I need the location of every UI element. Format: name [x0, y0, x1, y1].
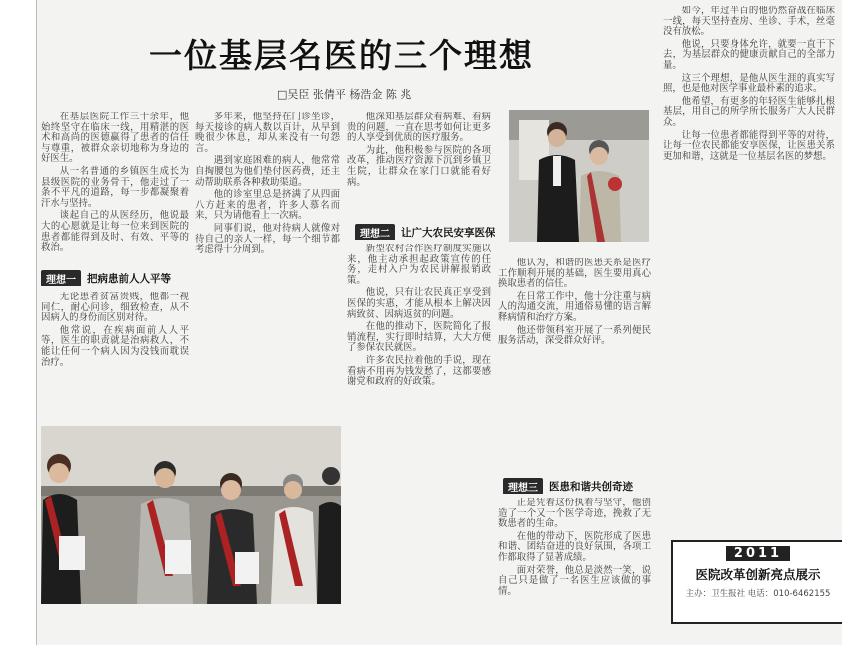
- section-3-heading: [503, 478, 653, 494]
- paragraph: 同事们说，他对待病人就像对待自己的亲人一样，每一个细节都考虑得十分周到。: [195, 222, 340, 256]
- paragraph: 这三个理想，是他从医生涯的真实写照，也是他对医学事业最朴素的追求。: [663, 72, 835, 95]
- paragraph: 他认为，和谐的医患关系是医疗工作顺利开展的基础，医生要用真心换取患者的信任。: [498, 258, 651, 290]
- ad-box: [671, 540, 842, 624]
- section-1-heading: [41, 270, 191, 286]
- section-1-tag: 理想一: [41, 270, 81, 286]
- section-2-tag: 理想二: [355, 224, 395, 240]
- newspaper-page: [36, 0, 842, 645]
- paragraph: 他说，只要身体允许，就要一直干下去，为基层群众的健康贡献自己的全部力量。: [663, 38, 835, 71]
- paragraph: 为此，他积极参与医院的各项改革，推动医疗资源下沉到乡镇卫生院，让群众在家门口就能看好病。: [347, 144, 491, 188]
- paragraph: 正是凭着这份执着与坚守，他创造了一个又一个医学奇迹，挽救了无数患者的生命。: [498, 498, 651, 530]
- paragraph: 在他的推动下，医院简化了报销流程，实行即时结算，大大方便了参保农民就医。: [347, 321, 491, 354]
- paragraph: 多年来，他坚持在门诊坐诊，每天接诊的病人数以百计，从早到晚很少休息，却从来没有一句怨言。: [195, 112, 340, 154]
- paragraph: 他希望，有更多的年轻医生能够扎根基层，用自己的所学所长服务广大人民群众。: [663, 95, 835, 128]
- column-3-top: [347, 112, 491, 218]
- photo-award-group: [41, 426, 341, 604]
- paragraph: 面对荣誉，他总是淡然一笑，说自己只是做了一名医生应该做的事情。: [498, 564, 651, 597]
- paragraph: 如今，年过半百的他仍然奋战在临床一线，每天坚持查房、坐诊、手术，丝毫没有放松。: [663, 6, 835, 38]
- section-3-title: 医患和谐共创奇迹: [549, 480, 633, 493]
- paragraph: 他说，只有让农民真正享受到医保的实惠，才能从根本上解决因病致贫、因病返贫的问题。: [347, 287, 491, 320]
- ad-year: 2011: [726, 546, 790, 561]
- column-1-bottom: [41, 292, 189, 416]
- paragraph: 在日常工作中，他十分注重与病人的沟通交流，用通俗易懂的语言解释病情和治疗方案。: [498, 290, 651, 323]
- article-headline: 一位基层名医的三个理想: [149, 36, 534, 75]
- paragraph: 谈起自己的从医经历，他说最大的心愿就是让每一位来到医院的患者都能得到及时、有效、平等的救治。: [41, 210, 189, 254]
- section-2-title: 让广大农民安享医保: [401, 226, 495, 239]
- paragraph: 新型农村合作医疗制度实施以来，他主动承担起政策宣传的任务，走村入户为农民讲解报销政策。: [347, 244, 491, 286]
- paragraph: 他的诊室里总是挤满了从四面八方赶来的患者，许多人慕名而来，只为请他看上一次病。: [195, 189, 340, 222]
- photo-two-men: [509, 110, 649, 242]
- column-5: [663, 6, 835, 534]
- section-1-title: 把病患前人人平等: [87, 272, 171, 285]
- paragraph: 他还带领科室开展了一系列便民服务活动，深受群众好评。: [498, 324, 651, 347]
- paragraph: 在基层医院工作三十余年，他始终坚守在临床一线，用精湛的医术和高尚的医德赢得了患者的信任与尊重，被群众亲切地称为身边的好医生。: [41, 112, 189, 165]
- article-byline: □吴臣 张倩平 杨浩金 陈 兆: [277, 88, 412, 101]
- section-3-tag: 理想三: [503, 478, 543, 494]
- column-2: [195, 112, 340, 416]
- paragraph: 无论患者贫富贵贱，他都一视同仁，耐心问诊，细致检查，从不因病人的身份而区别对待。: [41, 292, 189, 324]
- column-4-top: [498, 258, 651, 470]
- paragraph: 他深知基层群众看病难、看病贵的问题，一直在思考如何让更多的人享受到优质的医疗服务。: [347, 112, 491, 144]
- paragraph: 许多农民拉着他的手说，现在看病不用再为钱发愁了，这都要感谢党和政府的好政策。: [347, 354, 491, 388]
- column-3-bottom: [347, 244, 491, 639]
- column-4-bottom: [498, 498, 651, 639]
- paragraph: 在他的带动下，医院形成了医患和谐、团结奋进的良好氛围，各项工作都取得了显著成绩。: [498, 530, 651, 563]
- ad-title: 医院改革创新亮点展示: [695, 567, 821, 582]
- paragraph: 遇到家庭困难的病人，他常常自掏腰包为他们垫付医药费，还主动帮助联系各种救助渠道。: [195, 155, 340, 188]
- paragraph: 从一名普通的乡镇医生成长为县级医院的业务骨干，他走过了一条不平凡的道路，每一步都凝聚着汗水与坚持。: [41, 165, 189, 209]
- ad-contact: 主办：卫生报社 电话：010-6462155: [685, 589, 831, 599]
- paragraph: 让每一位患者都能得到平等的对待，让每一位农民都能安享医保，让医患关系更加和谐，这就是一位基层名医的梦想。: [663, 129, 835, 162]
- section-2-heading: [355, 224, 495, 240]
- column-1-top: [41, 112, 189, 265]
- paragraph: 他常说，在疾病面前人人平等，医生的职责就是治病救人，不能让任何一个病人因为没钱而耽误治疗。: [41, 324, 189, 368]
